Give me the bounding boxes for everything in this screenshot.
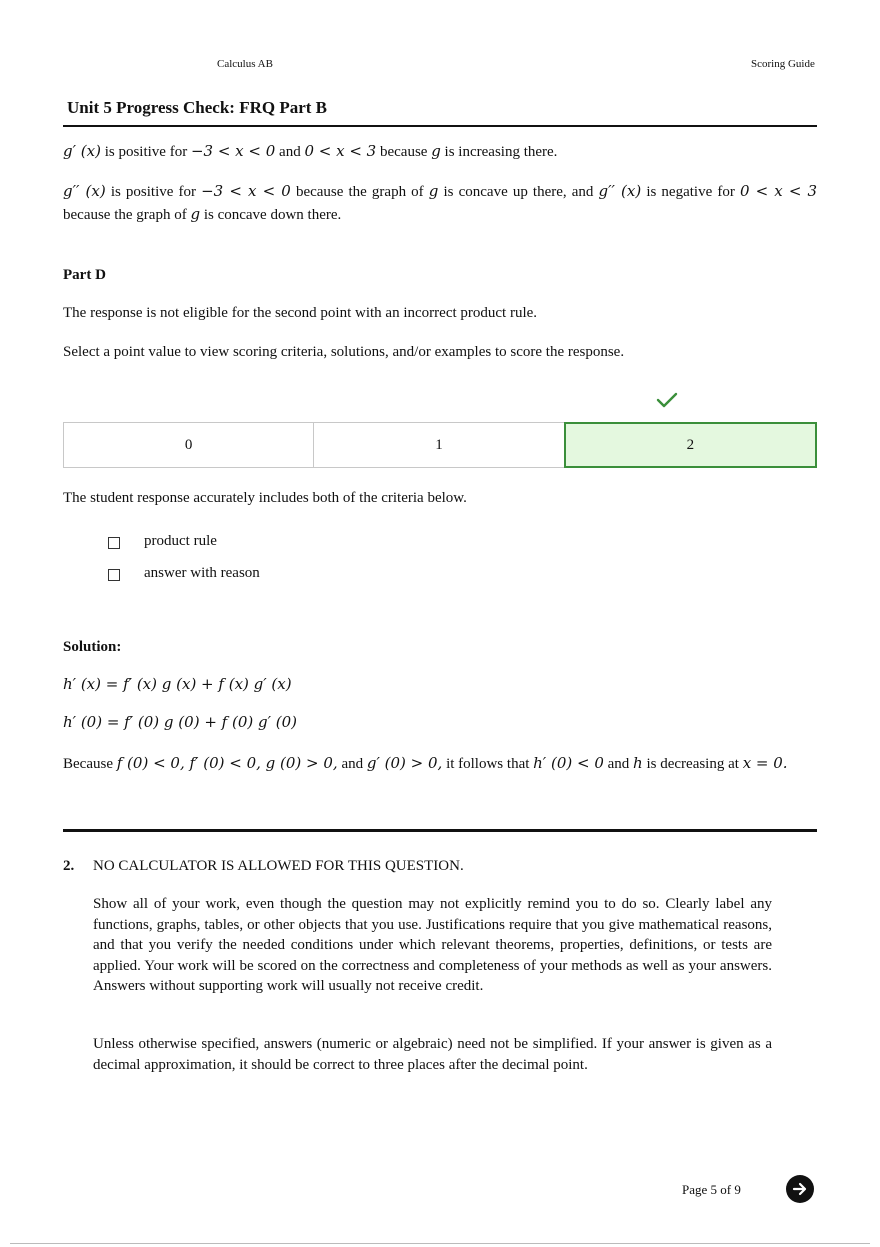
point-option-1[interactable]: 1: [313, 422, 564, 468]
math: −3 < x < 0: [190, 142, 276, 160]
criterion-label: product rule: [144, 533, 217, 549]
criteria-intro: The student response accurately includes both of the criteria below.: [63, 490, 467, 506]
instructions-paragraph-1: Show all of your work, even though the question may not explicitly remind you to do so. Clearly label any functions, graphs, tables, or other objects that you use. Justifications require that you give mathematical reasons, and that you verify the needed conditions under which relevant theorems, properties, definitions, or tests are applied. Your work will be scored on the correctness and completeness of your methods as well as your answers. Answers without supporting work will usually not receive credit.: [93, 896, 772, 994]
arrow-right-circle-icon: [791, 1180, 809, 1198]
next-page-button[interactable]: [786, 1175, 814, 1203]
part-d-note: The response is not eligible for the second point with an incorrect product rule.: [63, 305, 538, 321]
text: and: [607, 756, 630, 772]
text: is positive for: [104, 144, 188, 160]
part-d-instruction: Select a point value to view scoring criteria, solutions, and/or examples to score the response.: [63, 344, 625, 360]
solution-eq-2: h′ (0) = f′ (0) g (0) + f (0) g′ (0): [63, 713, 298, 731]
math: g: [431, 142, 441, 160]
title-rule: [63, 125, 817, 127]
math: h′ (0) < 0: [533, 754, 604, 772]
section-rule: [63, 829, 817, 832]
text: because the graph of: [295, 184, 424, 200]
text: is decreasing at: [646, 756, 739, 772]
text: is increasing there.: [444, 144, 558, 160]
point-value-selector: [63, 422, 817, 468]
math: 0 < x < 3: [304, 142, 377, 160]
text: Because: [63, 756, 113, 772]
text: and: [341, 756, 364, 772]
checkbox-icon: [108, 569, 120, 581]
math: g: [428, 182, 439, 200]
math: g: [190, 205, 201, 223]
criterion-item: [108, 565, 260, 582]
math: g′′ (x): [598, 182, 642, 200]
part-c-line-2: [63, 180, 817, 226]
math: −3 < x < 0: [201, 182, 291, 200]
math: g′ (x): [63, 142, 101, 160]
point-option-2[interactable]: 2: [564, 422, 817, 468]
solution-heading: Solution:: [63, 639, 122, 655]
solution-conclusion: [63, 752, 817, 775]
text: is negative for: [646, 184, 735, 200]
text: is concave up there, and: [443, 184, 594, 200]
text: it follows that: [446, 756, 530, 772]
text: is positive for: [110, 184, 196, 200]
part-c-line-1: [63, 140, 817, 163]
guide-label: Scoring Guide: [751, 58, 815, 70]
text: and: [279, 144, 301, 160]
checkbox-icon: [108, 537, 120, 549]
math: f (0) < 0, f′ (0) < 0, g (0) > 0,: [116, 754, 338, 772]
question-number: 2.: [63, 858, 75, 874]
course-name: Calculus AB: [217, 58, 273, 70]
math: g′ (0) > 0,: [366, 754, 443, 772]
math: x = 0.: [742, 754, 788, 772]
criterion-label: answer with reason: [144, 565, 260, 581]
text: is concave down there.: [203, 207, 342, 223]
solution-eq-1: h′ (x) = f′ (x) g (x) + f (x) g′ (x): [63, 675, 292, 693]
page-number: Page 5 of 9: [682, 1182, 741, 1197]
part-d-heading: Part D: [63, 267, 106, 283]
criterion-item: [108, 533, 217, 550]
point-option-0[interactable]: 0: [63, 422, 314, 468]
math: 0 < x < 3: [739, 182, 818, 200]
bottom-edge-line: [10, 1243, 870, 1244]
text: because: [379, 144, 428, 160]
instructions-paragraph-2: Unless otherwise specified, answers (numeric or algebraic) need not be simplified. If your answer is given as a decimal approximation, it should be correct to three places after the decimal point.: [93, 1036, 772, 1073]
calculator-note: NO CALCULATOR IS ALLOWED FOR THIS QUESTION.: [93, 858, 464, 874]
text: because the graph of: [63, 207, 187, 223]
math: g′′ (x): [63, 182, 106, 200]
math: h: [633, 754, 643, 772]
page-title: Unit 5 Progress Check: FRQ Part B: [67, 98, 328, 117]
check-icon: [655, 390, 679, 410]
